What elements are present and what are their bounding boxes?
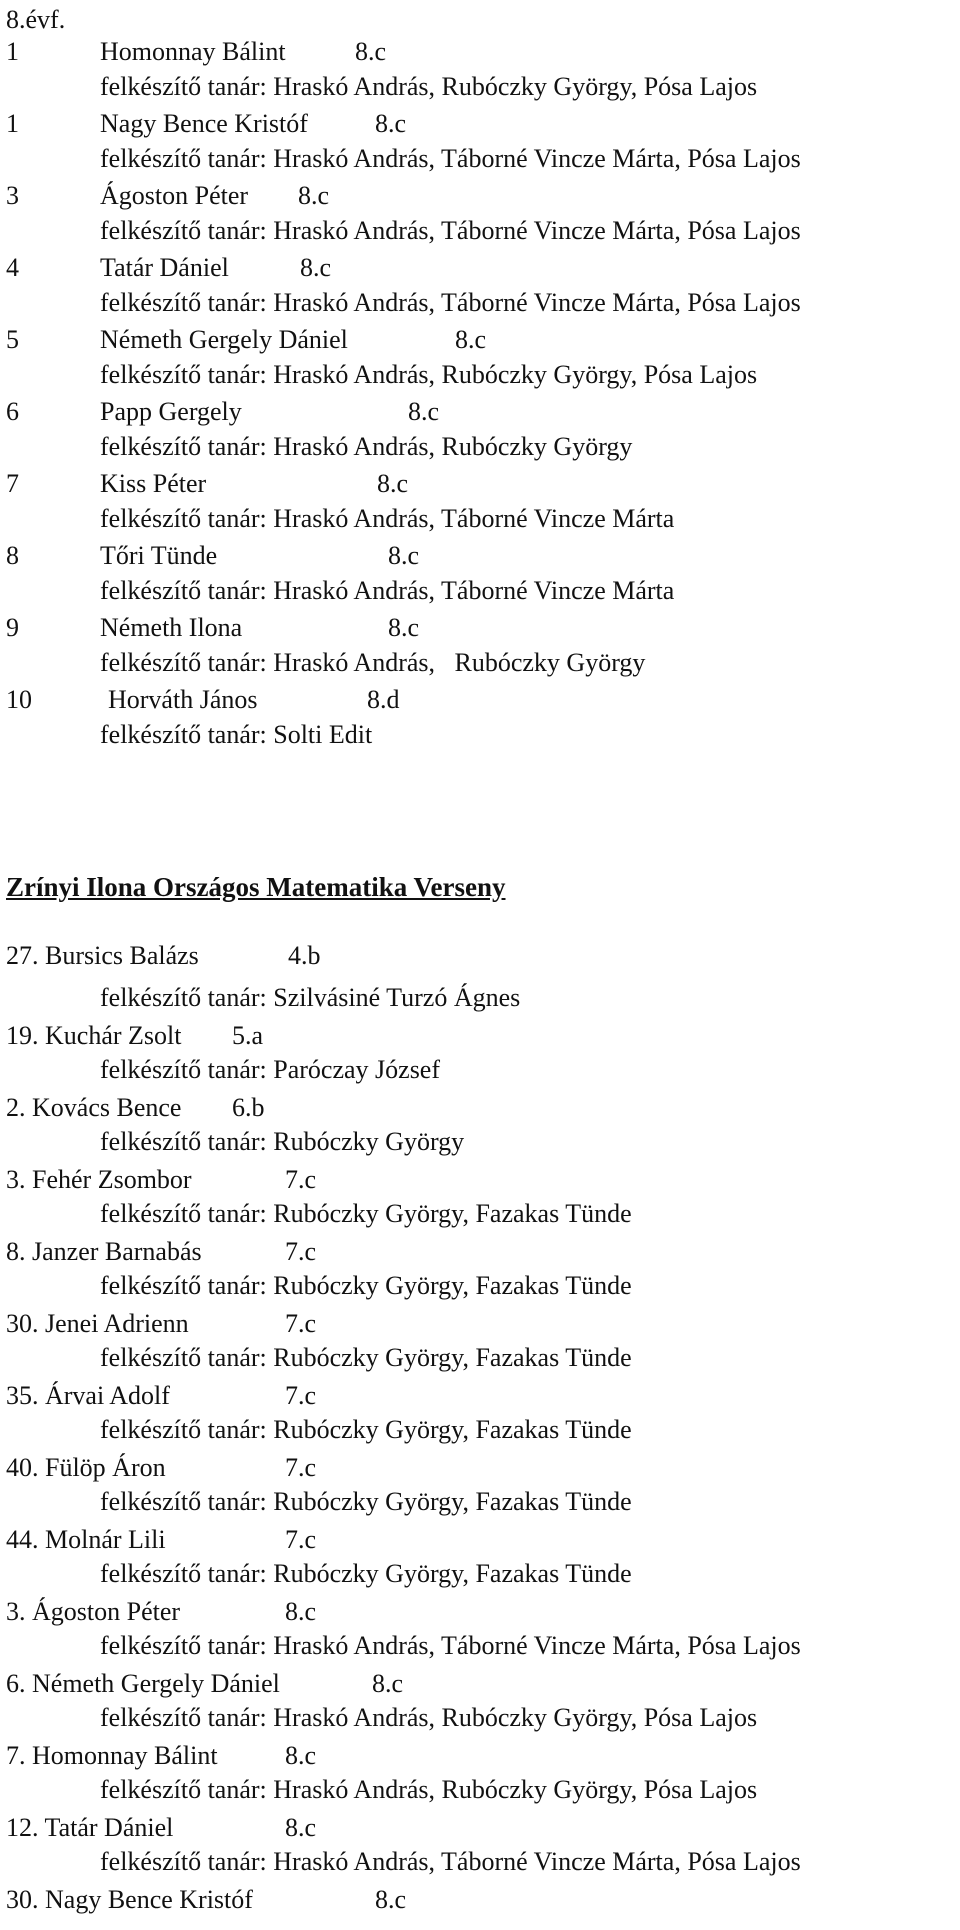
- teacher-line: felkészítő tanár: Rubóczky György: [100, 1127, 465, 1156]
- class-code: 8.c: [455, 325, 487, 354]
- grade-label: 8.évf.: [6, 5, 66, 34]
- class-code: 7.c: [285, 1453, 317, 1482]
- teacher-line: felkészítő tanár: Paróczay József: [100, 1055, 441, 1084]
- rank-and-name: 8. Janzer Barnabás: [6, 1237, 202, 1266]
- rank-and-name: 40. Fülöp Áron: [6, 1453, 166, 1482]
- teacher-line: felkészítő tanár: Hraskó András, Rubóczky György, Pósa Lajos: [100, 72, 758, 101]
- teacher-line: felkészítő tanár: Hraskó András, Táborné Vincze Márta: [100, 576, 675, 605]
- class-code: 7.c: [285, 1309, 317, 1338]
- student-name: Horváth János: [108, 685, 258, 714]
- teacher-line: felkészítő tanár: Hraskó András, Rubóczky György: [100, 648, 646, 677]
- class-code: 8.c: [285, 1597, 317, 1626]
- class-code: 8.c: [355, 37, 387, 66]
- class-code: 5.a: [232, 1021, 264, 1050]
- entry-number: 10: [6, 685, 32, 714]
- teacher-line: felkészítő tanár: Hraskó András, Táborné Vincze Márta, Pósa Lajos: [100, 144, 801, 173]
- class-code: 8.c: [285, 1813, 317, 1842]
- entry-number: 7: [6, 469, 19, 498]
- teacher-line: felkészítő tanár: Rubóczky György, Fazakas Tünde: [100, 1343, 632, 1372]
- rank-and-name: 30. Nagy Bence Kristóf: [6, 1885, 253, 1914]
- entry-number: 9: [6, 613, 19, 642]
- class-code: 7.c: [285, 1237, 317, 1266]
- student-name: Kiss Péter: [100, 469, 207, 498]
- teacher-line: felkészítő tanár: Hraskó András, Rubóczky György, Pósa Lajos: [100, 1703, 758, 1732]
- teacher-line: felkészítő tanár: Solti Edit: [100, 720, 373, 749]
- class-code: 8.c: [372, 1669, 404, 1698]
- student-name: Németh Ilona: [100, 613, 243, 642]
- rank-and-name: 19. Kuchár Zsolt: [6, 1021, 182, 1050]
- class-code: 6.b: [232, 1093, 265, 1122]
- teacher-line: felkészítő tanár: Hraskó András, Táborné Vincze Márta, Pósa Lajos: [100, 1847, 801, 1876]
- class-code: 8.c: [375, 109, 407, 138]
- entry-number: 8: [6, 541, 19, 570]
- class-code: 4.b: [288, 941, 321, 970]
- class-code: 8.c: [300, 253, 332, 282]
- class-code: 8.c: [388, 541, 420, 570]
- student-name: Nagy Bence Kristóf: [100, 109, 308, 138]
- class-code: 7.c: [285, 1525, 317, 1554]
- teacher-line: felkészítő tanár: Rubóczky György, Fazakas Tünde: [100, 1199, 632, 1228]
- rank-and-name: 6. Németh Gergely Dániel: [6, 1669, 280, 1698]
- competition-title: Zrínyi Ilona Országos Matematika Verseny: [6, 872, 506, 902]
- student-name: Ágoston Péter: [100, 181, 249, 210]
- rank-and-name: 35. Árvai Adolf: [6, 1381, 170, 1410]
- class-code: 8.d: [367, 685, 400, 714]
- class-code: 8.c: [408, 397, 440, 426]
- entry-number: 1: [6, 37, 19, 66]
- rank-and-name: 3. Fehér Zsombor: [6, 1165, 192, 1194]
- rank-and-name: 27. Bursics Balázs: [6, 941, 199, 970]
- grade-heading: [6, 2, 65, 38]
- rank-and-name: 44. Molnár Lili: [6, 1525, 166, 1554]
- entry-number: 3: [6, 181, 19, 210]
- teacher-line: felkészítő tanár: Hraskó András, Rubóczky György, Pósa Lajos: [100, 1775, 758, 1804]
- teacher-line: felkészítő tanár: Rubóczky György, Fazakas Tünde: [100, 1559, 632, 1588]
- class-code: 8.c: [388, 613, 420, 642]
- class-code: 8.c: [375, 1885, 407, 1914]
- teacher-line: felkészítő tanár: Rubóczky György, Fazakas Tünde: [100, 1415, 632, 1444]
- teacher-line: felkészítő tanár: Hraskó András, Táborné Vincze Márta, Pósa Lajos: [100, 288, 801, 317]
- student-name: Németh Gergely Dániel: [100, 325, 348, 354]
- teacher-line: felkészítő tanár: Hraskó András, Rubóczky György, Pósa Lajos: [100, 360, 758, 389]
- teacher-line: felkészítő tanár: Hraskó András, Táborné Vincze Márta, Pósa Lajos: [100, 1631, 801, 1660]
- student-name: Homonnay Bálint: [100, 37, 286, 66]
- student-name: Tőri Tünde: [100, 541, 218, 570]
- class-code: 8.c: [298, 181, 330, 210]
- class-code: 8.c: [285, 1741, 317, 1770]
- rank-and-name: 3. Ágoston Péter: [6, 1597, 181, 1626]
- teacher-line: felkészítő tanár: Hraskó András, Táborné Vincze Márta, Pósa Lajos: [100, 216, 801, 245]
- rank-and-name: 2. Kovács Bence: [6, 1093, 182, 1122]
- entry-number: 1: [6, 109, 19, 138]
- class-code: 8.c: [377, 469, 409, 498]
- rank-and-name: 7. Homonnay Bálint: [6, 1741, 218, 1770]
- teacher-line: felkészítő tanár: Rubóczky György, Fazakas Tünde: [100, 1271, 632, 1300]
- class-code: 7.c: [285, 1381, 317, 1410]
- class-code: 7.c: [285, 1165, 317, 1194]
- student-name: Tatár Dániel: [100, 253, 229, 282]
- entry-number: 6: [6, 397, 19, 426]
- student-name: Papp Gergely: [100, 397, 242, 426]
- teacher-line: felkészítő tanár: Szilvásiné Turzó Ágnes: [100, 983, 521, 1012]
- entry-number: 5: [6, 325, 19, 354]
- rank-and-name: 30. Jenei Adrienn: [6, 1309, 189, 1338]
- teacher-line: felkészítő tanár: Rubóczky György, Fazakas Tünde: [100, 1487, 632, 1516]
- entry-number: 4: [6, 253, 19, 282]
- teacher-line: felkészítő tanár: Hraskó András, Táborné Vincze Márta: [100, 504, 675, 533]
- teacher-line: felkészítő tanár: Hraskó András, Rubóczky György: [100, 432, 633, 461]
- rank-and-name: 12. Tatár Dániel: [6, 1813, 174, 1842]
